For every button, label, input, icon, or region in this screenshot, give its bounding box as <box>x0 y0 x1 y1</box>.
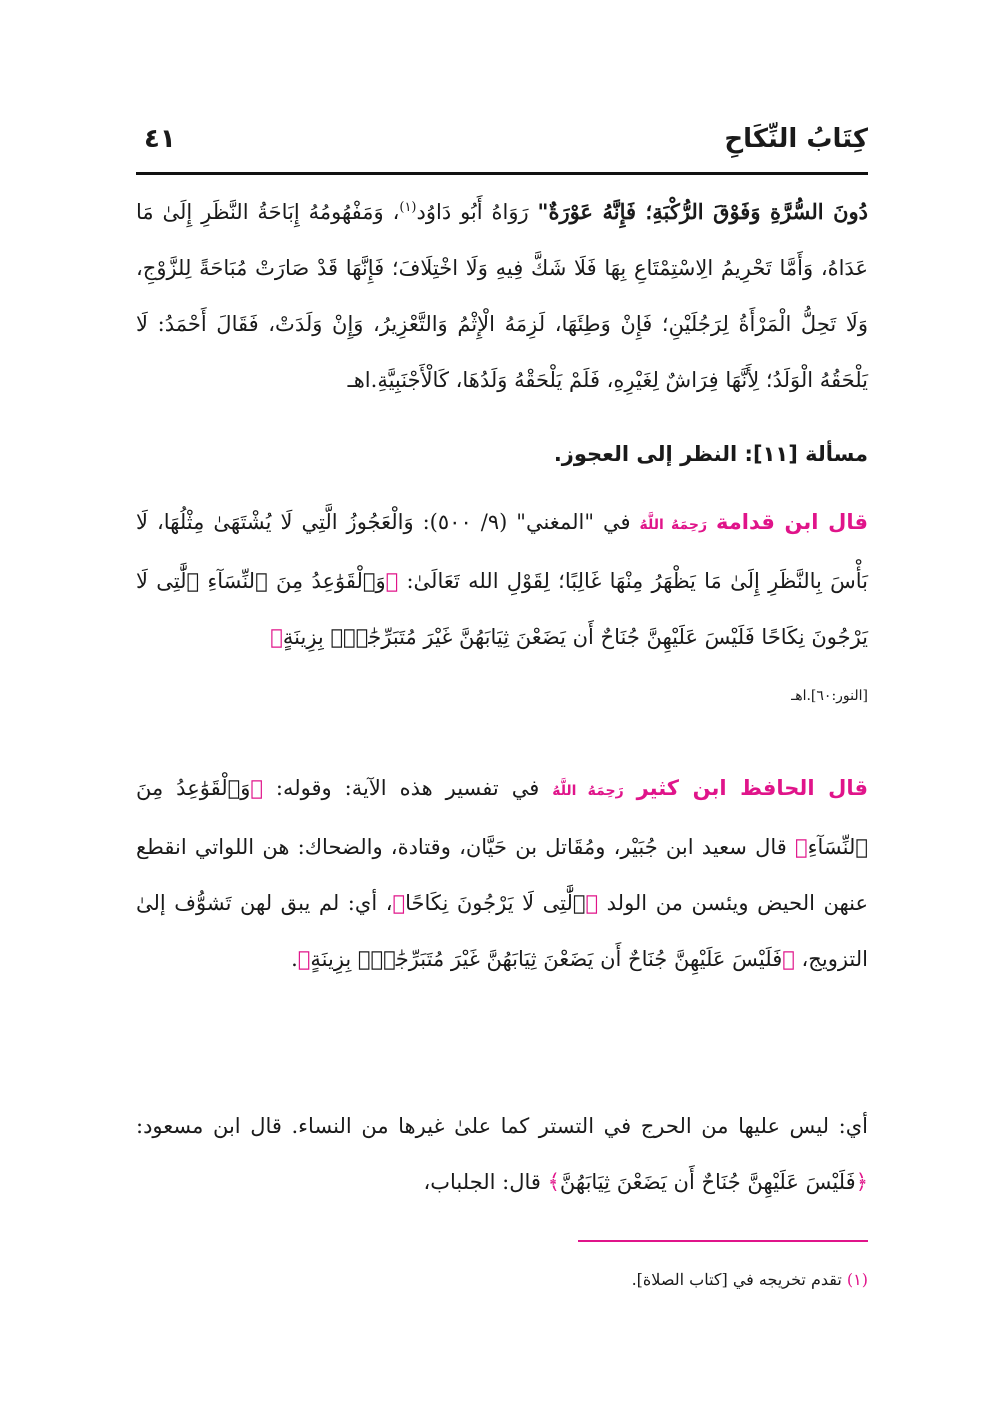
footnote <box>136 1270 868 1289</box>
ornament-close: ﴾ <box>795 835 808 859</box>
ornament-close: ﴾ <box>297 947 311 971</box>
footnote-divider <box>578 1240 868 1242</box>
ornament-close: ﴾ <box>392 891 406 915</box>
paragraph-2 <box>136 494 868 724</box>
page-number: ٤١ <box>144 124 176 154</box>
footnote-number: (١) <box>846 1270 868 1289</box>
end-mark: .اهـ <box>791 688 811 704</box>
ornament-close: ﴾ <box>270 625 283 649</box>
bold-quote: دُونَ السُّرَّةِ وَفَوْقَ الرُّكْبَةِ؛ فَإِنَّهُ عَوْرَةٌ" <box>537 199 868 224</box>
ornament-open: ﴿ <box>782 947 795 971</box>
quran-verse: فَلَيْسَ عَلَيْهِنَّ جُنَاحٌ أَن يَضَعْنَ ثِيَابَهُنَّ <box>559 1170 856 1194</box>
ornament-open: ﴿ <box>250 776 263 800</box>
citation: [النور:٦٠] <box>810 688 868 704</box>
paragraph-3 <box>136 760 868 987</box>
quran-verse: فَلَيْسَ عَلَيْهِنَّ جُنَاحٌ أَن يَضَعْنَ ثِيَابَهُنَّ غَيْرَ مُتَبَرِّجَٰتٍۭ بِزِينَةٍ <box>310 947 783 971</box>
text: في تفسير هذه الآية: وقوله: <box>262 776 553 800</box>
ornament-open: ﴿ <box>855 1170 868 1194</box>
issue-heading: مسألة [١١]: النظر إلى العجوز. <box>553 442 868 466</box>
text: رَوَاهُ أَبُو دَاوُد <box>416 200 538 224</box>
text: . <box>291 947 298 971</box>
text: ، أي: لم يبق لهن تَشوُّف إلىٰ التزويج، <box>136 891 868 971</box>
quran-verse: وَٱلْقَوَٰعِدُ مِنَ ٱلنِّسَآءِ ٱلَّٰتِى لَا يَرْجُونَ نِكَاحًا فَلَيْسَ عَلَيْهِنَّ جُنَاحٌ أَن يَضَعْنَ ثِيَابَهُنَّ غَيْرَ مُتَبَرِّجَٰتٍۭ بِزِينَةٍ <box>136 569 868 649</box>
speaker-name: قال الحافظ ابن كثير <box>636 776 868 800</box>
footnote-ref: (١) <box>399 200 417 215</box>
page-header <box>136 124 868 175</box>
honorific: رَحِمَهُ اللَّهُ <box>552 783 624 799</box>
text: قال سعيد ابن جُبَيْر، ومُقَاتل بن حَيَّان، وقتادة، والضحاك: هن اللواتي انقطع عنهن الحيض ويئسن من الولد <box>136 835 869 915</box>
paragraph-1 <box>136 180 868 408</box>
paragraph-4 <box>136 1098 868 1210</box>
footnote-text: تقدم تخريجه في [كتاب الصلاة]. <box>631 1270 847 1289</box>
text: ، وَمَفْهُومُهُ إِبَاحَةُ النَّظَرِ إِلَىٰ مَا عَدَاهُ، وَأَمَّا تَحْرِيمُ الِاسْتِمْتَاعِ بِهَا فَلَا شَكَّ فِيهِ وَلَا اخْتِلَافَ؛ فَإِنَّهَا قَدْ صَارَتْ مُبَاحَةً لِلزَّوْجِ، وَلَا تَحِلُّ الْمَرْأَةُ لِرَجُلَيْنِ؛ فَإِنْ وَطِئَهَا، لَزِمَهُ الْإِثْمُ وَالتَّعْزِيرُ، وَإِنْ وَلَدَتْ، فَقَالَ أَحْمَدُ: لَا يَلْحَقُهُ الْوَلَدُ؛ لِأَنَّهَا فِرَاشٌ لِغَيْرِهِ، فَلَمْ يَلْحَقْهُ وَلَدُهَا، كَالْأَجْنَبِيَّةِ.اهـ <box>136 200 868 392</box>
honorific: رَحِمَهُ اللَّهُ <box>639 517 708 533</box>
text: قال: الجلباب، <box>423 1170 548 1194</box>
quran-verse: ٱلَّٰتِى لَا يَرْجُونَ نِكَاحًا <box>405 891 586 915</box>
ornament-close: ﴾ <box>547 1170 560 1194</box>
ornament-open: ﴿ <box>385 569 399 593</box>
text: في "المغني" (٩/ ٥٠٠): وَالْعَجُوزُ الَّتِي لَا يُشْتَهَىٰ مِثْلُهَا، لَا بَأْسَ بِالنَّظَرِ إِلَىٰ مَا يَظْهَرُ مِنْهَا غَالِبًا؛ لِقَوْلِ الله تَعَالَىٰ: <box>136 510 868 593</box>
speaker-name: قال ابن قدامة <box>716 510 868 534</box>
quran-verse: وَٱلْقَوَٰعِدُ مِنَ ٱلنِّسَآءِ <box>136 776 868 859</box>
book-title: كِتَابُ النِّكَاحِ <box>724 124 868 154</box>
ornament-open: ﴿ <box>585 891 599 915</box>
text: أي: ليس عليها من الحرج في التستر كما علىٰ غيرها من النساء. قال ابن مسعود: <box>136 1114 868 1138</box>
